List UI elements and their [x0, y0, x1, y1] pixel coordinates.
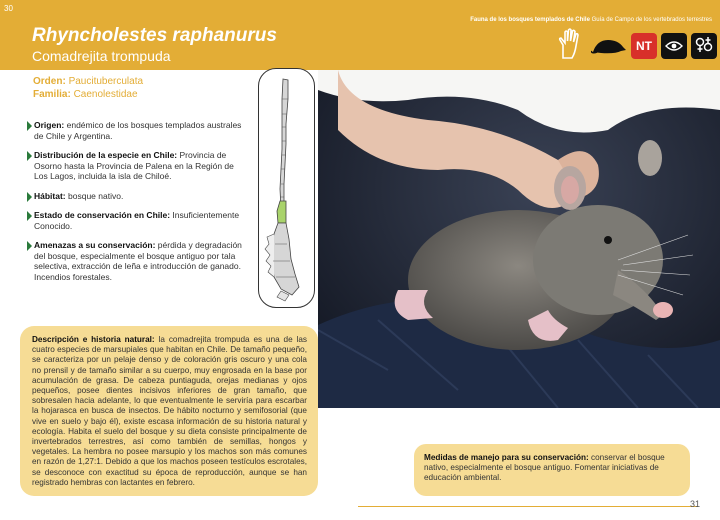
bullet-arrow-icon [27, 121, 32, 131]
bullet-distribution: Distribución de la especie en Chile: Provincia de Osorno hasta la Provincia de Palena en la Región de Los Lagos, incluida la isla de Chiloé. [27, 150, 242, 182]
hand-icon [555, 28, 587, 65]
icon-bar [555, 32, 717, 60]
map-highlight-region [277, 201, 286, 223]
bullet-arrow-icon [27, 211, 32, 221]
page-number-right: 31 [690, 499, 701, 509]
taxonomy-order: Orden: Paucituberculata [33, 76, 144, 87]
marsupial-silhouette-icon [591, 32, 627, 61]
species-scientific-name: Rhyncholestes raphanurus [32, 25, 277, 46]
description-text: Descripción e historia natural: la comadrejita trompuda es una de las cuatro especies de marsupiales que habitan en Chile. De tamaño pequeño, se caracteriza por un pelaje denso y de coloración gris oscuro y una cola no prensil y de tamaño similar a su cuerpo, muy engrosada en la base por acumulación de grasa. De cabeza puntiaguda, orejas medianas y ojos pequeños, posee dientes incisivos inferiores de gran tamaño, que sobresalen hacia adelante, lo que eventualmente le serviría para escarbar la hojarasca en busca de insectos. De hábito nocturno y semifosorial (que vive en suelo y bajo él), existe escasa información de su historia natural y ecología. Habita el suelo del bosque y su dieta consiste principalmente de invertebrados terrestres, así como también de semillas, hongos y vegetales. La hembra no posee marsupio y los machos son más comunes en razón de 1,27:1. Debido a que los machos poseen testículos escrotales, se desconoce con exactitud su época de reproducción, aunque se han registrado hembras con lactantes en febrero. [32, 335, 308, 487]
series-title [470, 17, 712, 23]
species-photo [318, 70, 720, 408]
management-panel [414, 444, 690, 496]
distribution-map [258, 68, 315, 308]
eye-icon [661, 33, 687, 59]
bullet-arrow-icon [27, 192, 32, 202]
management-text: Medidas de manejo para su conservación: conservar el bosque nativo, especialmente el bosque antiguo. Fomentar iniciativas de educación ambiental. [424, 453, 665, 483]
species-common-name: Comadrejita trompuda [32, 48, 171, 64]
description-panel [20, 326, 318, 496]
sex-symbols-icon [691, 33, 717, 59]
conservation-status-badge: NT [631, 33, 657, 59]
series-subtitle: Guía de Campo de los vertebrados terrestres [591, 17, 712, 23]
page-number-left: 30 [4, 4, 13, 13]
bullet-conservation-status: Estado de conservación en Chile: Insuficientemente Conocido. [27, 210, 242, 231]
taxonomy-block [33, 75, 143, 101]
taxonomy-family: Familia: Caenolestidae [33, 89, 138, 100]
bullet-habitat: Hábitat: bosque nativo. [27, 191, 242, 202]
bullet-arrow-icon [27, 151, 32, 161]
bullet-arrow-icon [27, 241, 32, 251]
bullet-origin: Origen: endémico de los bosques templados australes de Chile y Argentina. [27, 120, 242, 141]
footer-rule [358, 506, 698, 507]
bullet-threats: Amenazas a su conservación: pérdida y degradación del bosque, especialmente el bosque antiguo por tala selectiva, extracción de leña e introducción de ganado. Incendios forestales. [27, 240, 242, 282]
series-title-main: Fauna de los bosques templados de Chile [470, 17, 590, 23]
